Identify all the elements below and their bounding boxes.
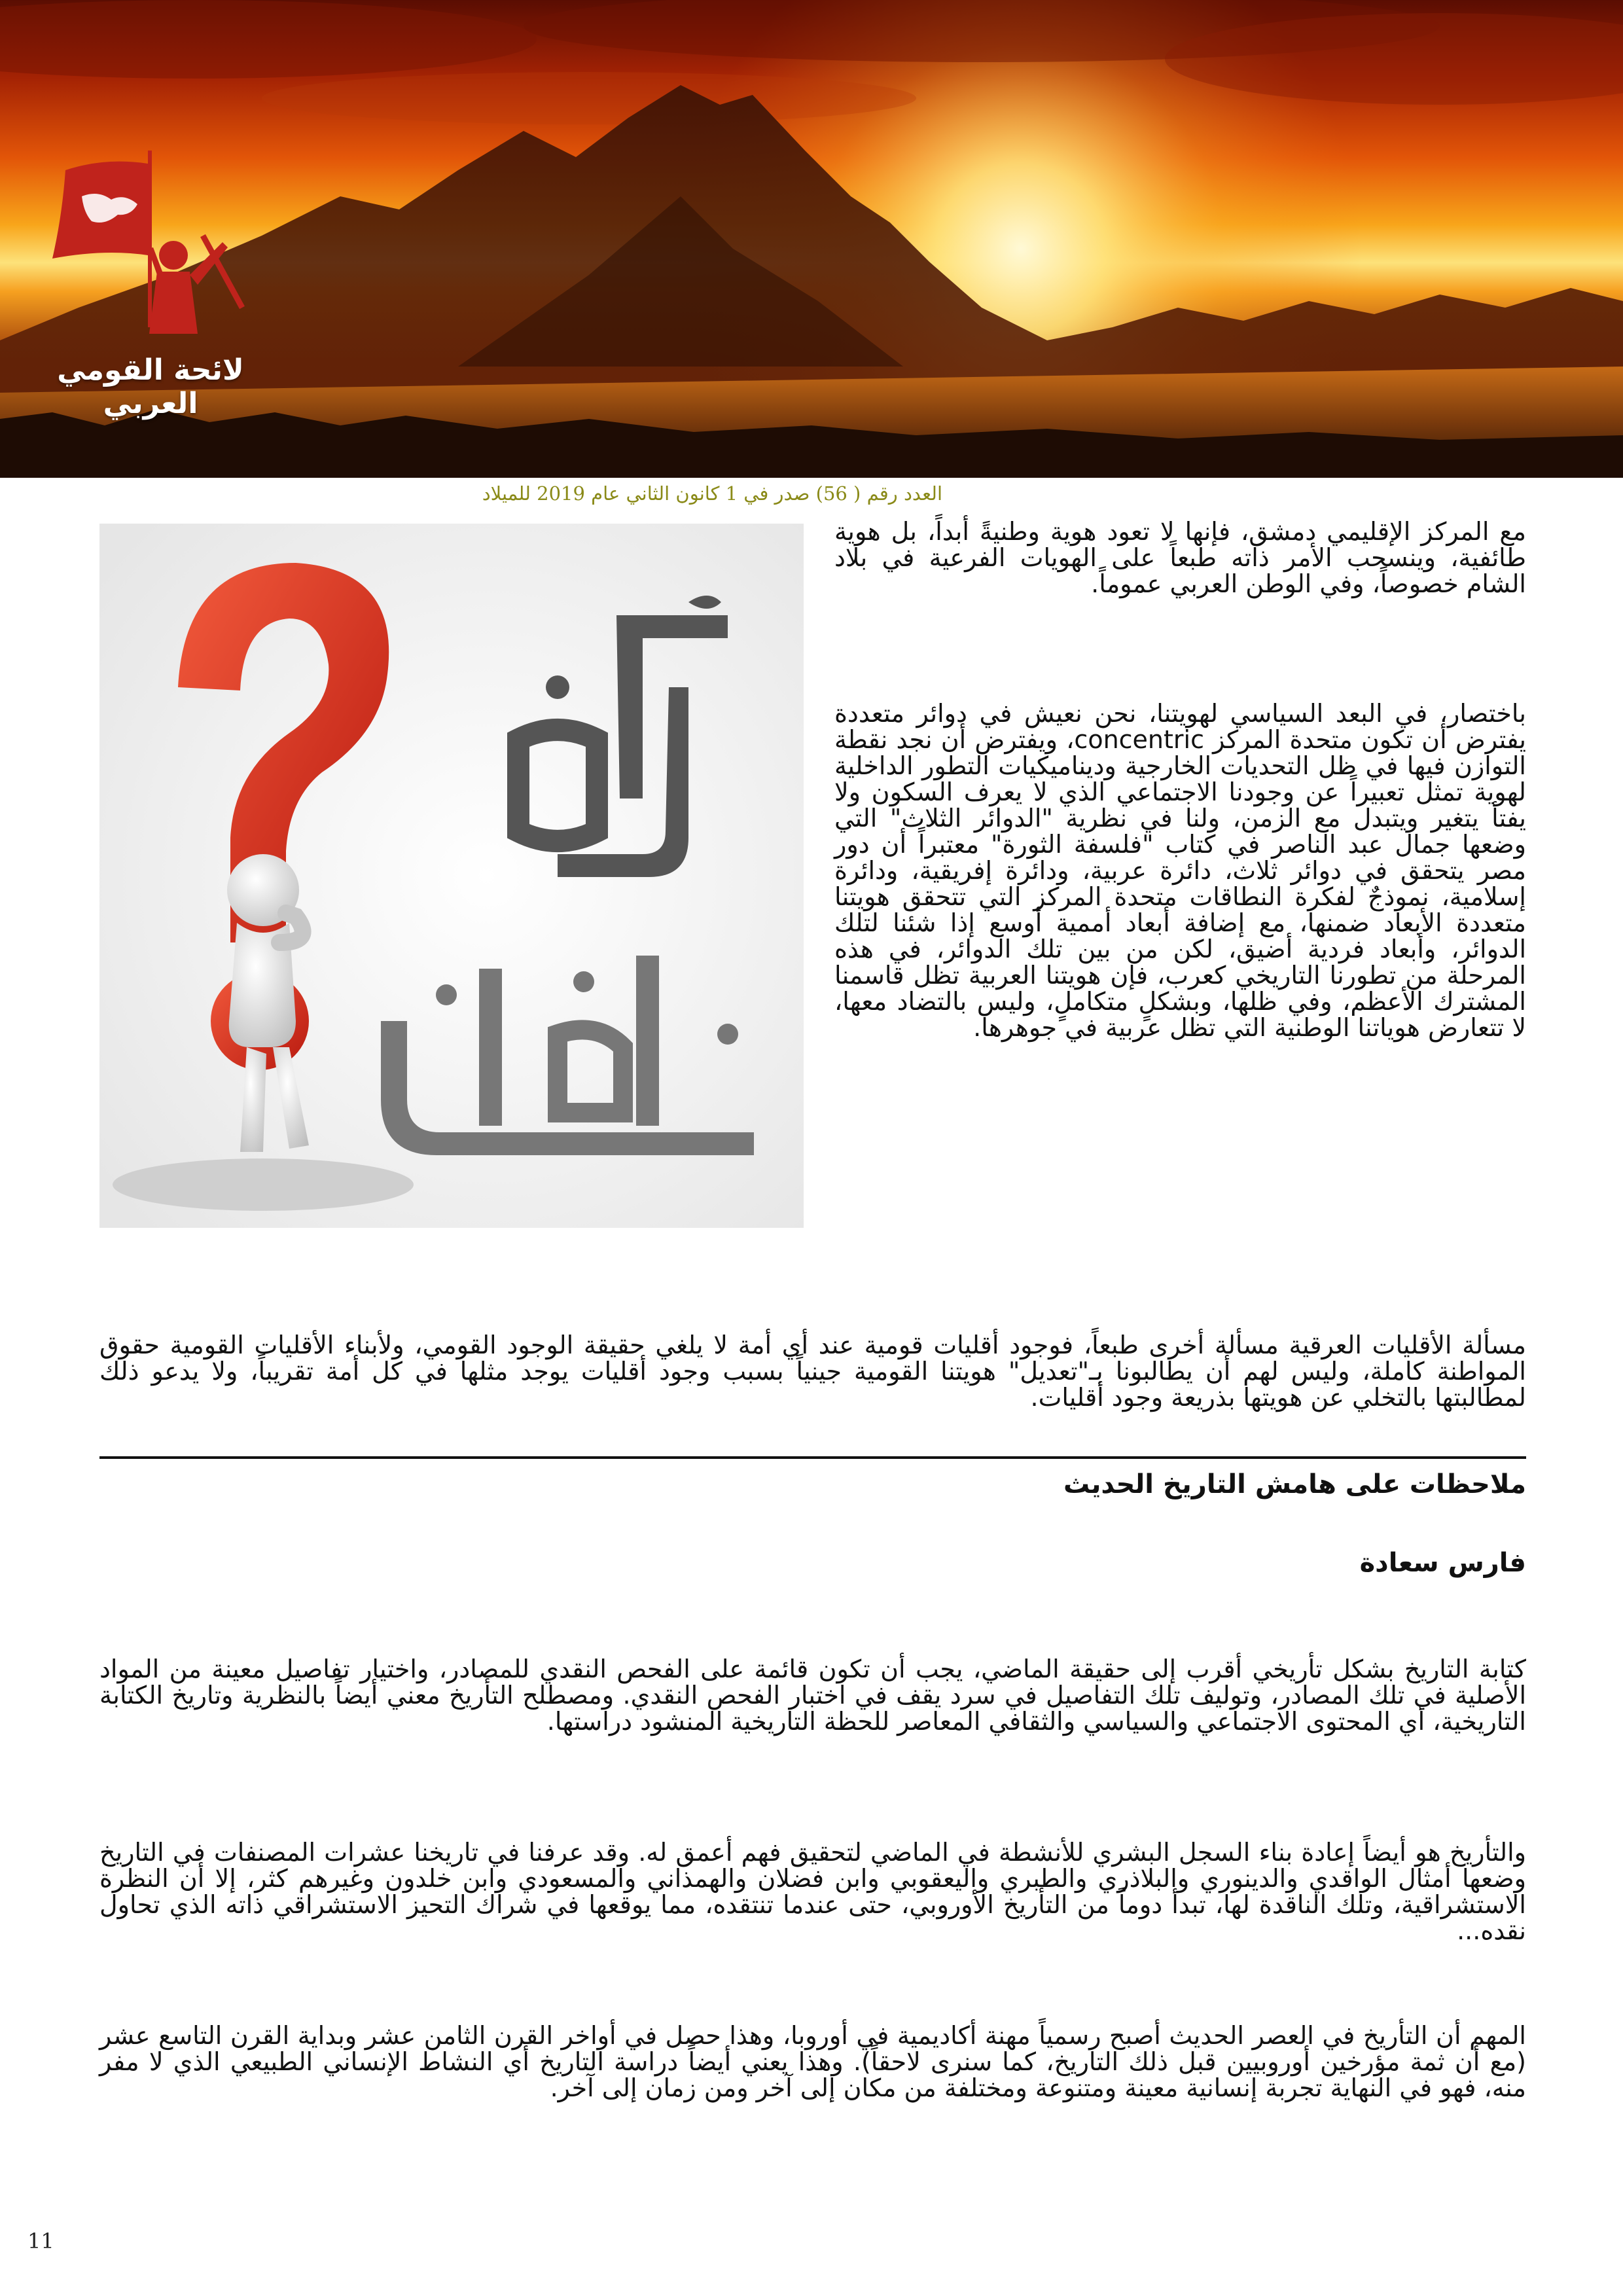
brand-name: لائحة القومي العربي	[57, 353, 244, 420]
image-wrap-spacer	[99, 700, 834, 1227]
history-paragraph-2: والتأريخ هو أيضاً إعادة بناء السجل البشري للأنشطة في الماضي لتحقيق فهم أعمق له. وقد عرفنا في تاريخنا عشرات المصنفات في التاريخ وضعها أمثال الواقدي والدينوري والبلاذري والطبري واليعقوبي وابن فضلان والهمذاني والمسعودي وابن خلدون وغيرهم كثر، إلا أن النظرة الاستشراقية، وتلك الناقدة لها، تبدأ دوماً من التأريخ الأوروبي، حتى عندما تنتقده، مما يوقعها في شراك التحيز الاستشراقي ذاته الذي تحاول نقده...	[99, 1838, 1526, 1945]
logo-icon	[26, 144, 275, 353]
history-paragraph-1: كتابة التاريخ بشكل تأريخي أقرب إلى حقيقة الماضي، يجب أن تكون قائمة على الفحص النقدي للمصادر، واختيار تفاصيل معينة من المواد الأصلية في تلك المصادر، وتوليف تلك التفاصيل في سرد يقف في اختبار الفحص النقدي. ومصطلح التأريخ معني أيضاً بالنظرية وتاريخ الكتابة التاريخية، أي المحتوى الاجتماعي والسياسي والثقافي المعاصر للحظة التاريخية المنشود دراستها.	[99, 1655, 1526, 1736]
intro-text: مع المركز الإقليمي دمشق، فإنها لا تعود هوية وطنيةً أبداً، بل هوية طائفية، وينسحب الأمر ذاته طبعاً على الهويات الفرعية في بلاد الشام خصوصاً، وفي الوطن العربي عموماً.	[834, 517, 1526, 598]
section-divider	[99, 1456, 1526, 1459]
header-banner	[0, 0, 1623, 478]
article-author: فارس سعادة	[1359, 1548, 1526, 1578]
history-paragraph-3: المهم أن التأريخ في العصر الحديث أصبح رسمياً مهنة أكاديمية في أوروبا، وهذا حصل في أواخر القرن الثامن عشر وبداية القرن التاسع عشر (مع أن ثمة مؤرخين أوروبيين قبل ذلك التاريخ، كما سنرى لاحقاً). وهذا يعني أيضاً دراسة التاريخ أي النشاط الإنساني الطبيعي الذي لا مفر منه، فهو في النهاية تجربة إنسانية معينة ومتنوعة ومختلفة من مكان إلى آخر ومن زمان إلى آخر.	[99, 2021, 1526, 2102]
wrap-paragraph: باختصار، في البعد السياسي لهويتنا، نحن نعيش في دوائر متعددة يفترض أن تكون متحدة المركز concentric، ويفترض أن نجد نقطة التوازن فيها في ظل التحديات الخارجية وديناميكيات التطور الداخلية لهوية تمثل تعبيراً عن وجودنا الاجتماعي الذي لا يعرف السكون ولا يفتأ يتغير ويتبدل مع الزمن، ولنا في نظرية "الدوائر الثلاث" التي وضعها جمال عبد الناصر في كتاب "فلسفة الثورة" معتبراً أن دور مصر يتحقق في دوائر ثلاث، دائرة عربية، ودائرة إفريقية، ودائرة إسلامية، نموذجٌ لفكرة النطاقات متحدة المركز التي تتحقق هويتنا متعددة الأبعاد ضمنها، مع إضافة أبعاد أممية أوسع إذا شئنا لتلك الدوائر، وأبعاد فردية أضيق، لكن من بين تلك الدوائر، في هذه المرحلة من تطورنا التاريخي كعرب، فإن هويتنا العربية تظل قاسمنا المشترك الأعظم، وفي ظلها، وبشكلٍ متكاملٍ، وليس بالتضاد معها، لا تتعارض هوياتنا الوطنية التي تظل عربية في جوهرها.	[834, 699, 1527, 1042]
article2-paragraph-3	[99, 2022, 1526, 2101]
minorities-paragraph: مسألة الأقليات العرقية مسألة أخرى طبعاً، فوجود أقليات قومية عند أي أمة لا يلغي حقيقة الوجود القومي، ولأبناء الأقليات القومية حقوق المواطنة كاملة، وليس لهم أن يطالبونا بـ"تعديل" هويتنا القومية جينياً بسبب وجود أقليات يوجد مثلها في كل أمة تقريباً، ولا يدعو ذلك لمطالبتها بالتخلي عن هويتها بذريعة وجود أقليات.	[99, 1331, 1526, 1412]
intro-text-block	[834, 518, 1526, 597]
article2-paragraph-2	[99, 1839, 1526, 1944]
article2-paragraph-1	[99, 1656, 1526, 1734]
article-title: ملاحظات على هامش التاريخ الحديث	[1063, 1469, 1526, 1499]
issue-info: العدد رقم ( 56) صدر في 1 كانون الثاني عام 2019 للميلاد	[482, 482, 942, 505]
wrap-text-block	[99, 700, 1526, 1227]
minorities-block	[99, 1332, 1526, 1410]
page-number: 11	[27, 2229, 54, 2253]
